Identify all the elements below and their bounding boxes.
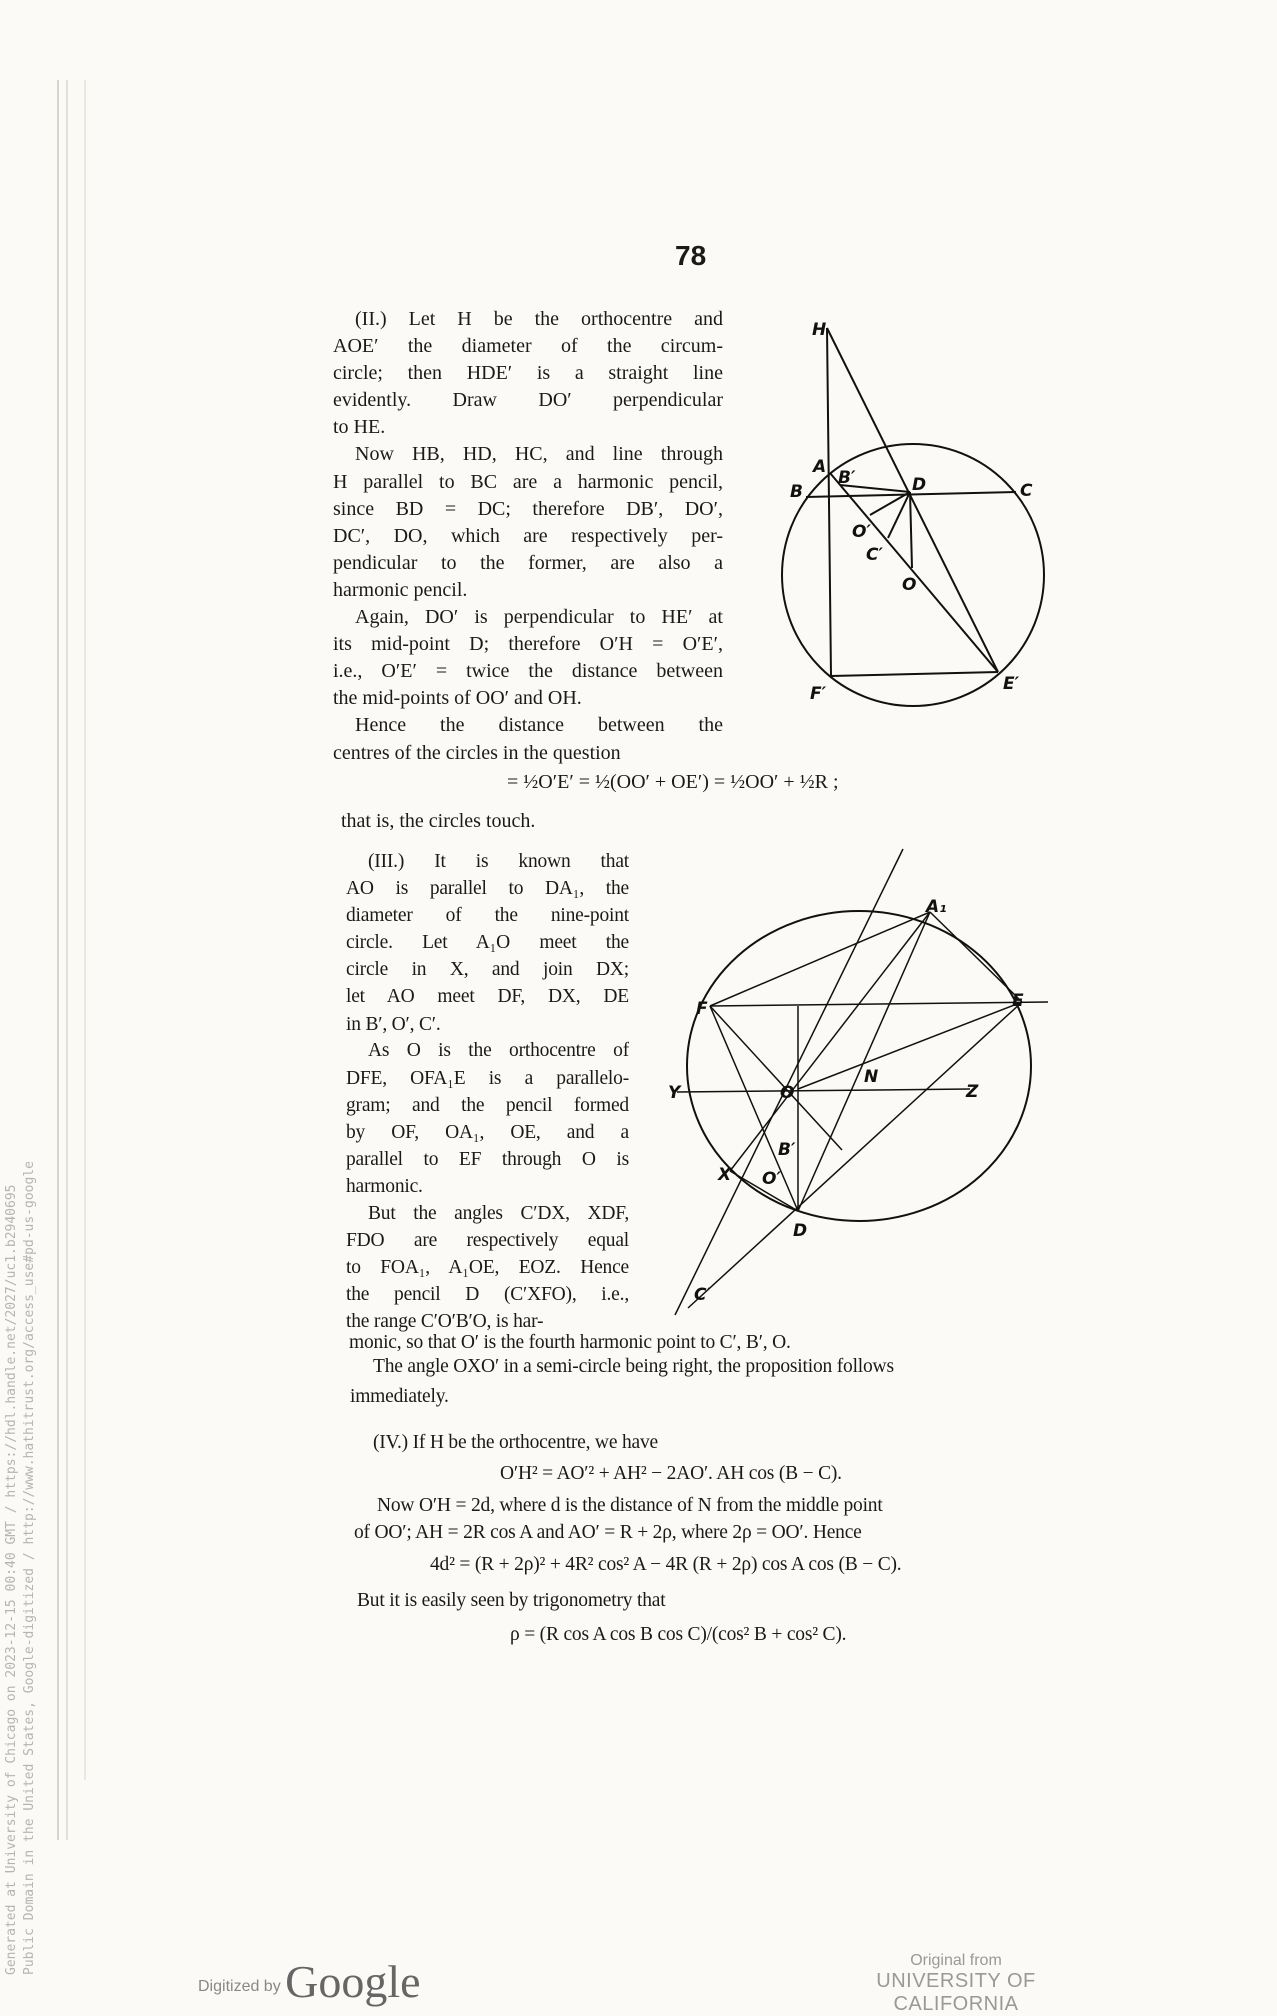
label-X: X xyxy=(718,1165,732,1185)
text-line: evidently. Draw DO′ perpendicular xyxy=(333,389,723,412)
text-line: (III.) It is known that xyxy=(368,851,629,872)
page-number: 78 xyxy=(675,240,707,271)
text-line: in B′, O′, C′. xyxy=(346,1013,441,1035)
text-line: AOE′ the diameter of the circum- xyxy=(333,335,723,358)
text-line: As O is the orthocentre of xyxy=(368,1040,629,1062)
text-line: the pencil D (C′XFO), i.e., xyxy=(346,1284,629,1306)
text-line: (II.) Let H be the orthocentre and xyxy=(355,308,723,330)
section-2-formula: = ½O′E′ = ½(OO′ + OE′) = ½OO′ + ½R ; xyxy=(507,771,839,793)
section-4-line-3: But it is easily seen by trigonometry that xyxy=(357,1590,666,1611)
text-line: H parallel to BC are a harmonic pencil, xyxy=(333,470,723,493)
figure-2-nine-point-diagram xyxy=(675,849,1048,1315)
text-line: Hence the distance between the xyxy=(355,714,723,737)
section-4-line-2: of OO′; AH = 2R cos A and AO′ = R + 2ρ, where 2ρ = OO′. Hence xyxy=(354,1522,862,1543)
original-source xyxy=(815,1952,1097,2016)
text-line: let AO meet DF, DX, DE xyxy=(346,986,629,1008)
section-3-final-line-1: The angle OXO′ in a semi-circle being right, the proposition follows xyxy=(373,1356,894,1377)
label-O-prime: O′ xyxy=(852,522,871,542)
line-EC1 xyxy=(688,1002,1022,1308)
text-line: AO is parallel to DA₁, the xyxy=(346,878,629,900)
text-line: to FOA₁, A₁OE, EOZ. Hence xyxy=(346,1257,629,1279)
line-A1E xyxy=(930,912,1022,1002)
line-A1D xyxy=(798,912,930,1211)
digitized-by-google xyxy=(198,1955,421,2008)
label-C: C xyxy=(1020,481,1033,501)
text-line: since BD = DC; therefore DB′, DO′, xyxy=(333,497,723,520)
text-line: centres of the circles in the question xyxy=(333,741,621,764)
text-line: But the angles C′DX, XDF, xyxy=(368,1202,629,1224)
label-A: A xyxy=(813,457,827,477)
text-line: FDO are respectively equal xyxy=(346,1229,629,1251)
text-line: harmonic. xyxy=(346,1175,423,1197)
original-from-label: Original from xyxy=(910,1952,1002,1969)
section-3-final-line-2: immediately. xyxy=(350,1386,449,1407)
label-F-prime: F′ xyxy=(810,684,827,704)
watermark-line-1: Generated at University of Chicago on 2023-12-15 00:40 GMT / https://hdl.handle.net/2027/uc1.b2940695 xyxy=(4,1184,19,1975)
label-O: O xyxy=(780,1083,795,1103)
label-E: E xyxy=(1012,991,1024,1011)
text-line: to HE. xyxy=(333,416,386,439)
label-O-prime: O′ xyxy=(762,1169,781,1189)
text-line: DFE, OFA₁E is a parallelo- xyxy=(346,1067,629,1089)
label-H: H xyxy=(812,320,827,340)
institution-name: UNIVERSITY OF CALIFORNIA xyxy=(876,1970,1036,2015)
text-line: harmonic pencil. xyxy=(333,578,468,601)
text-line: DC′, DO, which are respectively per- xyxy=(333,524,723,547)
text-line: i.e., O′E′ = twice the distance between xyxy=(333,660,723,683)
label-D: D xyxy=(912,475,927,495)
label-O: O xyxy=(902,575,917,595)
label-C-prime: C′ xyxy=(866,545,883,565)
section-4-line-1: Now O′H = 2d, where d is the distance of N from the middle point xyxy=(377,1495,883,1516)
label-D: D xyxy=(793,1221,808,1241)
text-line: the mid-points of OO′ and OH. xyxy=(333,687,582,710)
text-line: diameter of the nine-point xyxy=(346,905,629,927)
google-logo: Google xyxy=(285,1956,421,2007)
label-A1: A₁ xyxy=(926,897,947,917)
digitized-by-label: Digitized by xyxy=(198,1978,281,1995)
label-B: B xyxy=(790,482,803,502)
line-OE xyxy=(798,1002,1022,1089)
label-F: F xyxy=(696,999,708,1019)
section-4-equation-3: ρ = (R cos A cos B cos C)/(cos² B + cos² C). xyxy=(510,1624,847,1645)
label-E-prime: E′ xyxy=(1003,674,1020,694)
text-line: Again, DO′ is perpendicular to HE′ at xyxy=(355,606,723,629)
section-4-equation-2: 4d² = (R + 2ρ)² + 4R² cos² A − 4R (R + 2ρ) cos A cos (B − C). xyxy=(430,1554,902,1575)
text-line: gram; and the pencil formed xyxy=(346,1094,629,1116)
section-3-continuation: monic, so that O′ is the fourth harmonic point to C′, B′, O. xyxy=(349,1332,791,1353)
line-FE xyxy=(831,672,998,676)
line-FO-ext xyxy=(710,1006,842,1150)
text-line: the range C′O′B′O, is har- xyxy=(346,1311,544,1333)
section-4-equation-1: O′H² = AO′² + AH² − 2AO′. AH cos (B − C). xyxy=(500,1463,842,1484)
label-C-prime: C′ xyxy=(694,1285,711,1305)
text-line: circle. Let A₁O meet the xyxy=(346,932,629,954)
label-Z: Z xyxy=(966,1082,979,1102)
label-N: N xyxy=(864,1067,879,1087)
section-2-conclusion: that is, the circles touch. xyxy=(341,810,536,832)
label-B-prime: B′ xyxy=(838,468,856,488)
text-line: its mid-point D; therefore O′H = O′E′, xyxy=(333,633,723,656)
text-line: Now HB, HD, HC, and line through xyxy=(355,443,723,466)
label-Y: Y xyxy=(668,1083,681,1103)
line-A1X xyxy=(730,912,930,1171)
text-line: parallel to EF through O is xyxy=(346,1148,629,1170)
section-4-intro: (IV.) If H be the orthocentre, we have xyxy=(373,1432,658,1453)
watermark-line-2: Public Domain in the United States, Google-digitized / http://www.hathitrust.org/access_use#pd-us-google xyxy=(22,1161,37,1975)
text-line: pendicular to the former, are also a xyxy=(333,551,723,574)
label-B-prime: B′ xyxy=(778,1140,796,1160)
text-line: circle in X, and join DX; xyxy=(346,959,629,981)
text-line: circle; then HDE′ is a straight line xyxy=(333,362,723,385)
figure-1-circumcircle-diagram xyxy=(782,328,1044,706)
line-DO xyxy=(910,492,912,568)
line-FE xyxy=(710,1002,1048,1006)
text-line: by OF, OA₁, OE, and a xyxy=(346,1121,629,1143)
line-HF xyxy=(827,328,831,676)
line-FA1 xyxy=(710,912,930,1006)
